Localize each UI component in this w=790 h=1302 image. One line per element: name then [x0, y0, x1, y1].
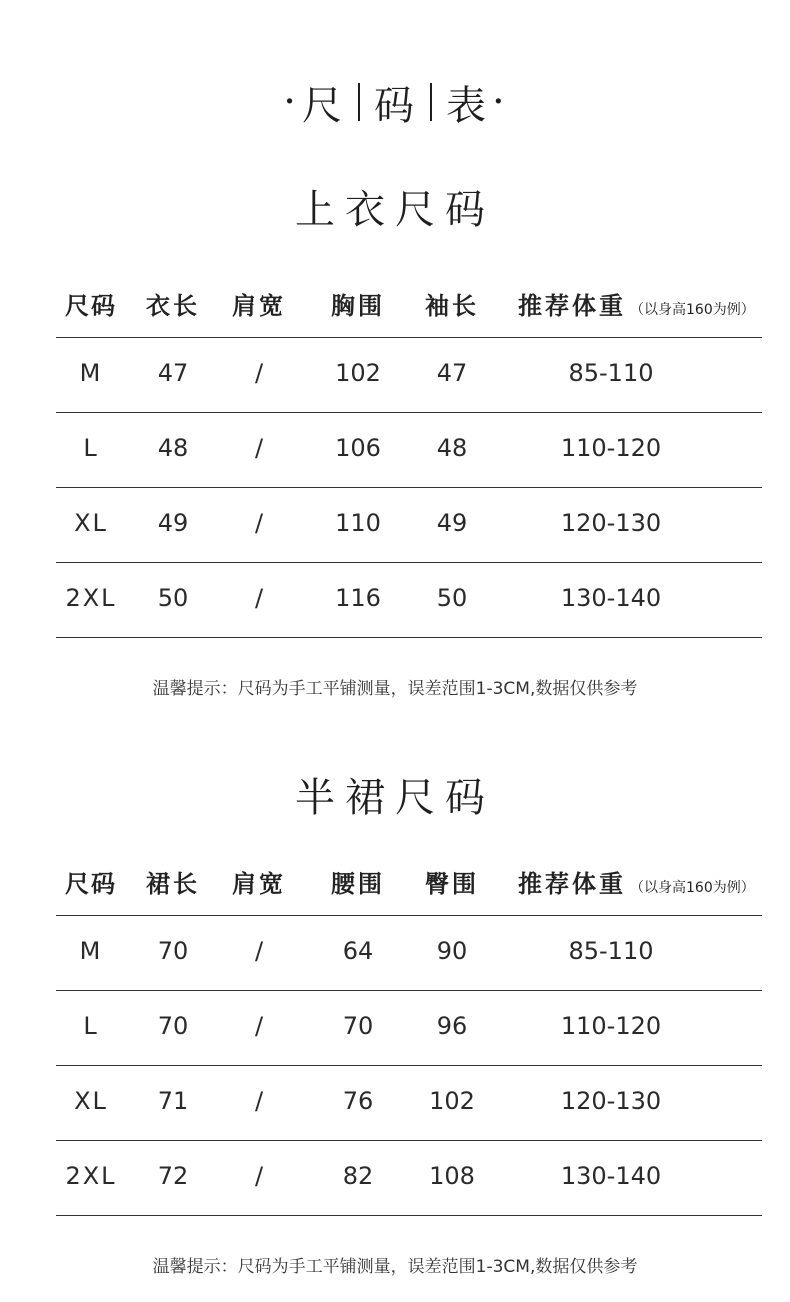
cell-skirt-length: 71: [157, 1087, 189, 1115]
cell-length: 50: [157, 584, 189, 612]
table-row: [56, 991, 762, 1066]
cell-skirt-length: 70: [157, 1012, 189, 1040]
cell-hip: 108: [429, 1162, 475, 1190]
cell-shoulder: /: [254, 584, 264, 612]
cell-size: M: [79, 937, 103, 965]
cell-chest: 106: [335, 434, 381, 462]
header-hip: 臀围: [425, 870, 479, 898]
table-row: [56, 563, 762, 638]
cell-hip: 102: [429, 1087, 475, 1115]
cell-shoulder: /: [254, 1087, 264, 1115]
skirt-section-title: 半裙尺码: [295, 775, 495, 821]
cell-waist: 82: [342, 1162, 374, 1190]
cell-weight: 120-130: [560, 1087, 662, 1115]
cell-skirt-length: 70: [157, 937, 189, 965]
header-skirt-length: 裙长: [146, 870, 200, 898]
skirt-measurement-tip: 温馨提示：尺码为手工平铺测量，误差范围1-3CM,数据仅供参考: [152, 1257, 638, 1277]
page-title: [0, 72, 790, 132]
cell-chest: 116: [335, 584, 381, 612]
title-dot-right: ·: [492, 79, 507, 125]
header-sleeve: 袖长: [425, 292, 479, 320]
table-row: [56, 488, 762, 563]
cell-length: 49: [157, 509, 189, 537]
table-row: [56, 916, 762, 991]
header-size: 尺码: [65, 292, 117, 320]
skirt-size-table: [56, 858, 762, 1216]
cell-weight: 85-110: [568, 937, 654, 965]
header-size: 尺码: [65, 870, 117, 898]
header-weight: [518, 858, 762, 915]
cell-length: 47: [157, 359, 189, 387]
title-divider-1: [358, 83, 360, 121]
cell-shoulder: /: [254, 434, 264, 462]
cell-weight: 110-120: [560, 1012, 662, 1040]
table-row: [56, 1141, 762, 1216]
tops-section-title: 上衣尺码: [295, 187, 495, 233]
cell-length: 48: [157, 434, 189, 462]
cell-weight: 130-140: [560, 1162, 662, 1190]
header-weight: [518, 280, 762, 337]
table-row: [56, 413, 762, 488]
header-shoulder: 肩宽: [232, 870, 286, 898]
cell-skirt-length: 72: [157, 1162, 189, 1190]
title-char-2: 码: [374, 82, 416, 129]
tops-size-table: [56, 280, 762, 638]
header-chest: 胸围: [331, 292, 385, 320]
cell-chest: 110: [335, 509, 381, 537]
cell-chest: 102: [335, 359, 381, 387]
tops-measurement-tip: 温馨提示：尺码为手工平铺测量，误差范围1-3CM,数据仅供参考: [152, 679, 638, 699]
table-header-row: [56, 280, 762, 338]
cell-weight: 120-130: [560, 509, 662, 537]
header-weight-label: 推荐体重: [518, 292, 626, 320]
header-weight-note: （以身高160为例）: [630, 880, 755, 896]
cell-weight: 130-140: [560, 584, 662, 612]
cell-sleeve: 47: [436, 359, 468, 387]
cell-size: L: [83, 1012, 99, 1040]
title-char-1: 尺: [302, 82, 344, 129]
cell-shoulder: /: [254, 359, 264, 387]
cell-waist: 70: [342, 1012, 374, 1040]
cell-shoulder: /: [254, 937, 264, 965]
cell-size: XL: [74, 509, 108, 537]
cell-shoulder: /: [254, 509, 264, 537]
cell-shoulder: /: [254, 1012, 264, 1040]
cell-size: XL: [74, 1087, 108, 1115]
cell-waist: 64: [342, 937, 374, 965]
cell-size: L: [83, 434, 99, 462]
cell-weight: 110-120: [560, 434, 662, 462]
cell-hip: 90: [436, 937, 468, 965]
cell-shoulder: /: [254, 1162, 264, 1190]
cell-weight: 85-110: [568, 359, 654, 387]
title-char-3: 表: [446, 82, 488, 129]
header-waist: 腰围: [331, 870, 385, 898]
title-divider-2: [430, 83, 432, 121]
cell-waist: 76: [342, 1087, 374, 1115]
header-weight-label: 推荐体重: [518, 870, 626, 898]
title-dot-left: ·: [283, 79, 298, 125]
cell-size: 2XL: [65, 1162, 117, 1190]
cell-sleeve: 48: [436, 434, 468, 462]
cell-size: M: [79, 359, 103, 387]
cell-hip: 96: [436, 1012, 468, 1040]
table-header-row: [56, 858, 762, 916]
header-shoulder: 肩宽: [232, 292, 286, 320]
cell-sleeve: 50: [436, 584, 468, 612]
header-weight-note: （以身高160为例）: [630, 302, 755, 318]
header-length: 衣长: [146, 292, 200, 320]
table-row: [56, 1066, 762, 1141]
cell-size: 2XL: [65, 584, 117, 612]
table-row: [56, 338, 762, 413]
cell-sleeve: 49: [436, 509, 468, 537]
